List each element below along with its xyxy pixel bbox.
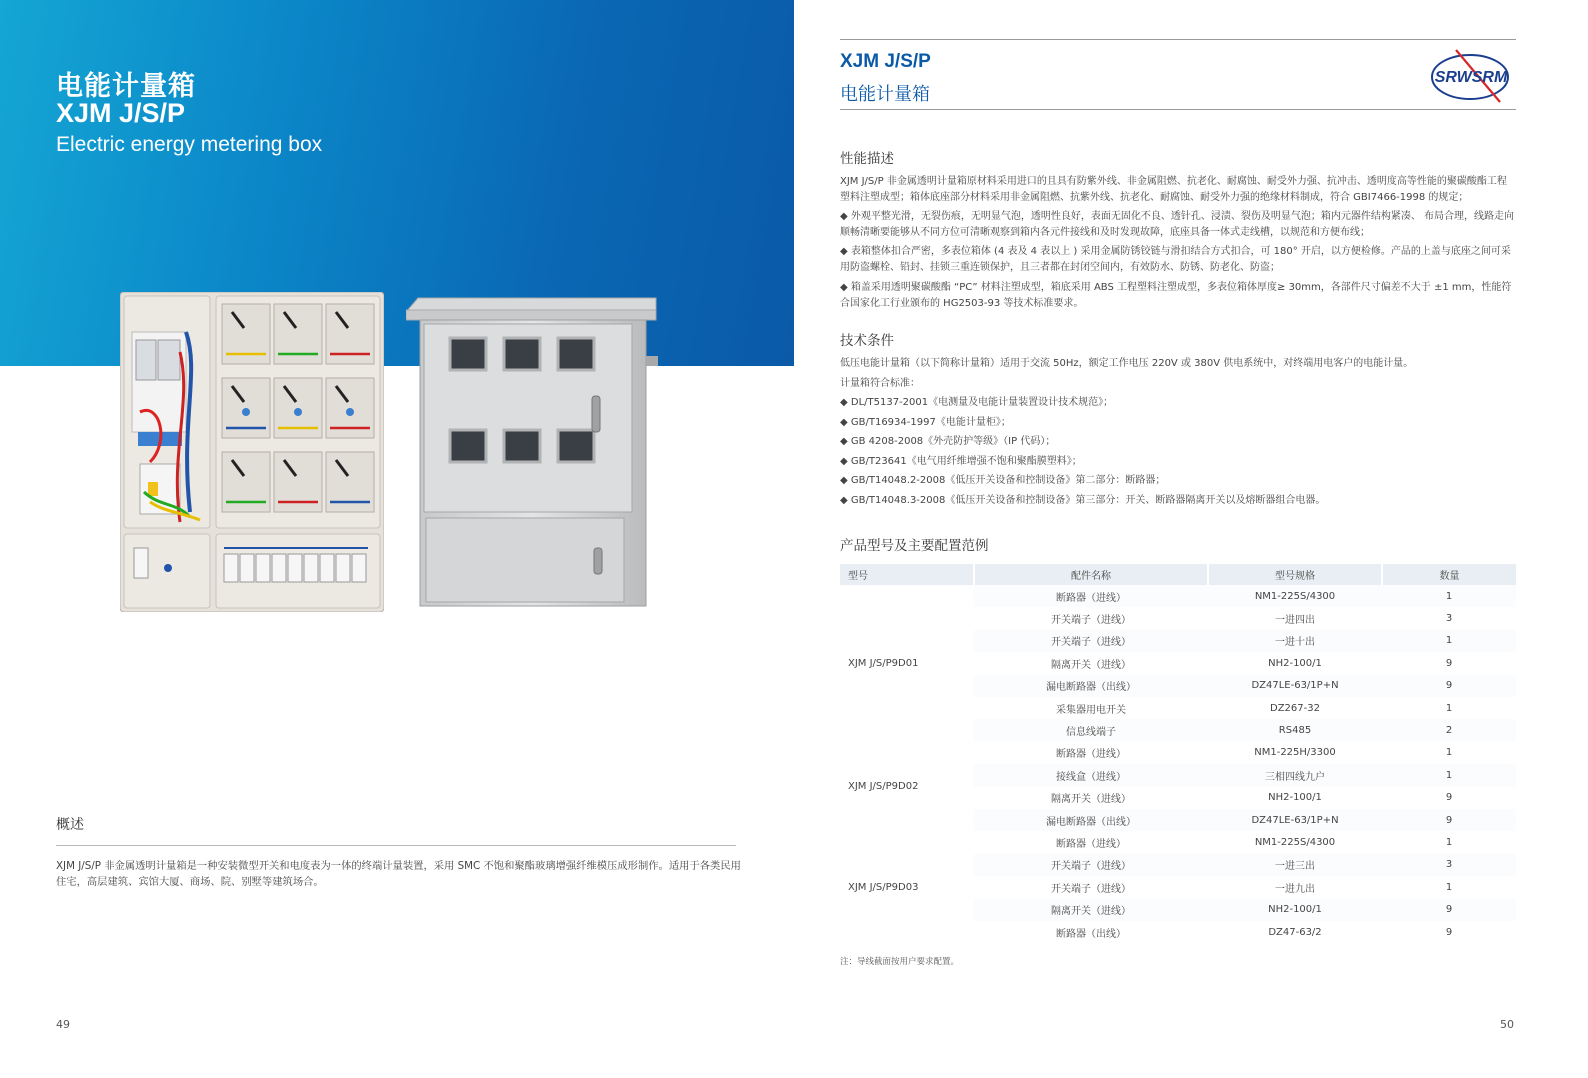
standard-item: ◆ GB/T16934-1997《电能计量柜》； (840, 416, 1011, 428)
header-model: XJM J/S/P (840, 51, 931, 72)
spec-cell: 一进四出 (1275, 615, 1315, 627)
part-cell: 隔离开关（进线） (1051, 659, 1131, 671)
spec-cell: NM1-225S/4300 (1208, 585, 1382, 607)
spec-cell: 一进三出 (1208, 854, 1382, 876)
spec-cell: 一进十出 (1208, 630, 1382, 652)
qty-cell: 1 (1445, 881, 1453, 893)
part-cell: 开关端子（进线） (974, 630, 1208, 652)
models-table-body (840, 585, 1516, 943)
table-row (840, 831, 1516, 853)
model-cell: XJM J/S/P9D03 (848, 881, 919, 893)
part-cell: 漏电断路器（出线） (974, 675, 1208, 697)
models-table (840, 564, 1516, 943)
part-cell: 接线盒（进线） (974, 764, 1208, 786)
qty-cell: 9 (1382, 809, 1516, 831)
part-cell: 断路器（进线） (1056, 838, 1126, 850)
conditions-line: 低压电能计量箱（以下简称计量箱）适用于交流 50Hz，额定工作电压 220V 或 380V 供电系统中，对终端用电客户的电能计量。 (840, 358, 1414, 369)
column-header: 型号 (840, 564, 974, 585)
banner-title-cn: 电能计量箱 (56, 71, 196, 102)
standard-item: ◆ DL/T5137-2001《电测量及电能计量装置设计技术规范》； (840, 397, 1114, 408)
steel-meter-box-image (406, 296, 668, 611)
part-cell: 开关端子（进线） (974, 854, 1208, 876)
spec-cell: DZ47-63/2 (1268, 926, 1322, 938)
spec-cell: DZ47LE-63/1P+N (1208, 675, 1382, 697)
model-cell: XJM J/S/P9D01 (848, 657, 919, 669)
overview-heading: 概述 (56, 817, 84, 833)
standard-item: ◆ GB/T23641《电气用纤维增强不饱和聚酯膜塑料》； (840, 455, 1082, 467)
banner-title-en: Electric energy metering box (56, 133, 323, 156)
qty-cell: 1 (1382, 764, 1516, 786)
banner-title-model: XJM J/S/P (56, 98, 186, 128)
qty-cell: 2 (1382, 719, 1516, 741)
qty-cell: 1 (1445, 702, 1453, 714)
spec-cell: 三相四线九户 (1208, 764, 1382, 786)
table-header-row (840, 564, 1516, 585)
column-header: 配件名称 (974, 564, 1208, 585)
part-cell: 信息线端子 (974, 719, 1208, 741)
performance-heading: 性能描述 (840, 151, 894, 167)
part-cell: 断路器（出线） (1056, 928, 1126, 940)
part-cell: 断路器（进线） (974, 585, 1208, 607)
qty-cell: 9 (1445, 792, 1453, 804)
overview-divider (56, 845, 736, 846)
performance-bullet: ◆ 箱盖采用透明聚碳酸酯 “PC” 材料注塑成型，箱底采用 ABS 工程塑料注塑成型，多表位箱体厚度≥ 30mm，各部件尺寸偏差不大于 ±1 mm，性能符合国家化工行业颁布的 HG2503-93 等技术标准要求。 (840, 282, 1512, 309)
part-cell: 开关端子（进线） (1051, 883, 1131, 895)
qty-cell: 9 (1445, 657, 1453, 669)
spec-cell: NH2-100/1 (1208, 898, 1382, 920)
qty-cell: 9 (1382, 898, 1516, 920)
spec-cell: 一进九出 (1275, 883, 1315, 895)
table-row (840, 585, 1516, 607)
header-name-cn: 电能计量箱 (840, 84, 930, 105)
model-cell: XJM J/S/P9D02 (848, 781, 919, 793)
standard-item: ◆ GB 4208-2008《外壳防护等级》（IP 代码）； (840, 436, 1056, 448)
conditions-line: 计量箱符合标准： (840, 378, 920, 389)
brand-logo (1430, 48, 1514, 104)
qty-cell: 1 (1445, 836, 1453, 848)
open-meter-box-image (120, 292, 384, 612)
part-cell: 断路器（进线） (1056, 749, 1126, 761)
qty-cell: 3 (1382, 854, 1516, 876)
spec-cell: RS485 (1208, 719, 1382, 741)
standards-list (840, 393, 1516, 511)
table-row (840, 742, 1516, 764)
part-cell: 隔离开关（进线） (1051, 794, 1131, 806)
part-cell: 隔离开关（进线） (974, 898, 1208, 920)
column-header: 数量 (1382, 564, 1516, 585)
spec-cell: NM1-225S/4300 (1254, 836, 1336, 848)
part-cell: 开关端子（进线） (1051, 615, 1131, 627)
spec-cell: NH2-100/1 (1268, 657, 1322, 669)
qty-cell: 1 (1445, 747, 1453, 759)
performance-intro: XJM J/S/P 非金属透明计量箱原材料采用进口的且具有防紫外线、非金属阻燃、抗老化、耐腐蚀、耐受外力强、抗冲击、透明度高等性能的聚碳酸酯工程塑料注塑成型；箱体底座部分材料采用非金属阻燃、抗紫外线、抗老化、耐腐蚀、耐受外力强的绝缘材料制成，符合 GBI7466-1998 的规定； (840, 176, 1507, 203)
spec-cell: NM1-225H/3300 (1254, 747, 1336, 759)
qty-cell: 9 (1382, 675, 1516, 697)
header-bottom-divider (840, 109, 1516, 110)
performance-bullet: ◆ 表箱整体扣合严密，多表位箱体 (4 表及 4 表以上 ) 采用金属防锈铰链与滑扣结合方式扣合，可 180° 开启，以方便检修。产品的上盖与底座之间可采用防盗螺栓、铅封、挂锁三重连锁保护，且三者都在封闭空间内，有效防水、防锈、防老化、防盗； (840, 246, 1511, 273)
right-page (794, 0, 1588, 1078)
spec-cell: DZ267-32 (1270, 702, 1320, 714)
qty-cell: 9 (1445, 926, 1453, 938)
brand-logo-text: SRWSRM (1434, 69, 1508, 86)
standard-item: ◆ GB/T14048.2-2008《低压开关设备和控制设备》第二部分：断路器； (840, 475, 1166, 487)
conditions-heading: 技术条件 (840, 333, 894, 349)
page-number-right: 50 (1500, 1018, 1514, 1031)
overview-text: XJM J/S/P 非金属透明计量箱是一种安装微型开关和电度表为一体的终端计量装置，采用 SMC 不饱和聚酯玻璃增强纤维模压成形制作。适用于各类民用住宅，高层建筑、宾馆大厦、商场、院、别墅等建筑场合。 (56, 860, 741, 888)
models-heading: 产品型号及主要配置范例 (840, 538, 989, 554)
qty-cell: 1 (1382, 630, 1516, 652)
column-header: 型号规格 (1208, 564, 1382, 585)
header-top-divider (840, 39, 1516, 40)
spec-cell: NH2-100/1 (1268, 792, 1322, 804)
page-number-left: 49 (56, 1018, 70, 1031)
spec-cell: DZ47LE-63/1P+N (1208, 809, 1382, 831)
qty-cell: 1 (1382, 585, 1516, 607)
standard-item: ◆ GB/T14048.3-2008《低压开关设备和控制设备》第三部分：开关、断路器隔离开关以及熔断器组合电器。 (840, 494, 1326, 506)
part-cell: 采集器用电开关 (1056, 704, 1126, 716)
table-note: 注：导线截面按用户要求配置。 (840, 957, 960, 967)
performance-bullet: ◆ 外观平整光滑，无裂伤痕，无明显气泡，透明性良好，表面无固化不良、透针孔、浸渍、裂伤及明显气泡；箱内元器件结构紧凑、 布局合理，线路走向顺畅清晰要能够从不同方位可清晰观察到箱内各元件接线和及时发现故障，底座具备一体式走线槽，以规范和方便布线； (840, 211, 1515, 238)
part-cell: 漏电断路器（出线） (974, 809, 1208, 831)
qty-cell: 3 (1445, 613, 1453, 625)
